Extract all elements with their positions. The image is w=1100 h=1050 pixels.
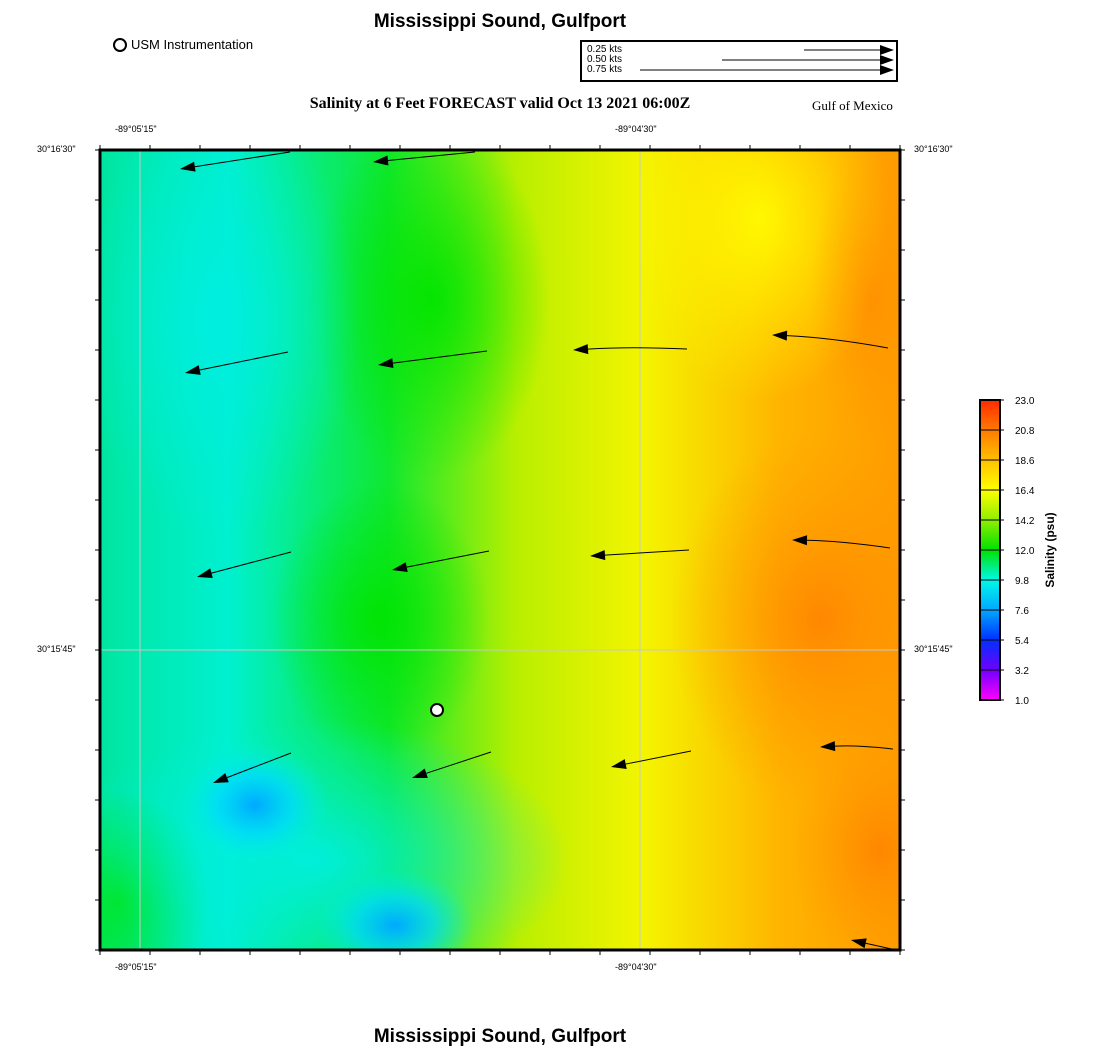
colorbar-tick-label: 18.6: [1015, 456, 1035, 467]
salinity-field: [30, 40, 970, 1010]
colorbar-label: Salinity (psu): [1043, 512, 1057, 588]
lat-label-right: 30°15'45": [914, 644, 953, 654]
colorbar-tick-label: 23.0: [1015, 396, 1035, 407]
field-orange-ne: [810, 140, 930, 460]
map-subtitle: Salinity at 6 Feet FORECAST valid Oct 13 2021 06:00Z: [309, 95, 691, 112]
region-label: Gulf of Mexico: [812, 98, 893, 113]
colorbar-tick-label: 20.8: [1015, 426, 1035, 437]
lon-label-bottom: -89°05'15": [115, 962, 157, 972]
field-cyan-south: [50, 720, 570, 1000]
field-blue-patch: [180, 745, 330, 865]
footer-title: Mississippi Sound, Gulfport: [373, 1026, 627, 1047]
speed-legend-label: 0.50 kts: [587, 54, 623, 65]
field-blue-patch: [315, 870, 475, 980]
usm-station-icon: [431, 704, 443, 716]
lat-label-left: 30°15'45": [37, 644, 76, 654]
lon-label-top: -89°05'15": [115, 124, 157, 134]
speed-legend-label: 0.25 kts: [587, 44, 623, 55]
station-legend-label: USM Instrumentation: [131, 37, 254, 52]
lat-label-right: 30°16'30": [914, 144, 953, 154]
map-title: Mississippi Sound, Gulfport: [373, 11, 627, 32]
field-cyan-west: [80, 100, 360, 540]
speed-legend-label: 0.75 kts: [587, 64, 623, 75]
colorbar-tick-label: 5.4: [1015, 636, 1029, 647]
field-orange-east: [670, 430, 970, 810]
lon-label-top: -89°04'30": [615, 124, 657, 134]
lon-label-bottom: -89°04'30": [615, 962, 657, 972]
field-orange-se: [790, 730, 970, 970]
colorbar-tick-label: 9.8: [1015, 576, 1029, 587]
field-green-mid: [270, 480, 490, 760]
colorbar-tick-label: 12.0: [1015, 546, 1035, 557]
colorbar-tick-label: 14.2: [1015, 516, 1035, 527]
colorbar-tick-label: 7.6: [1015, 606, 1029, 617]
colorbar-tick-label: 3.2: [1015, 666, 1029, 677]
colorbar-tick-label: 1.0: [1015, 696, 1029, 707]
lat-label-left: 30°16'30": [37, 144, 76, 154]
colorbar-tick-label: 16.4: [1015, 486, 1035, 497]
